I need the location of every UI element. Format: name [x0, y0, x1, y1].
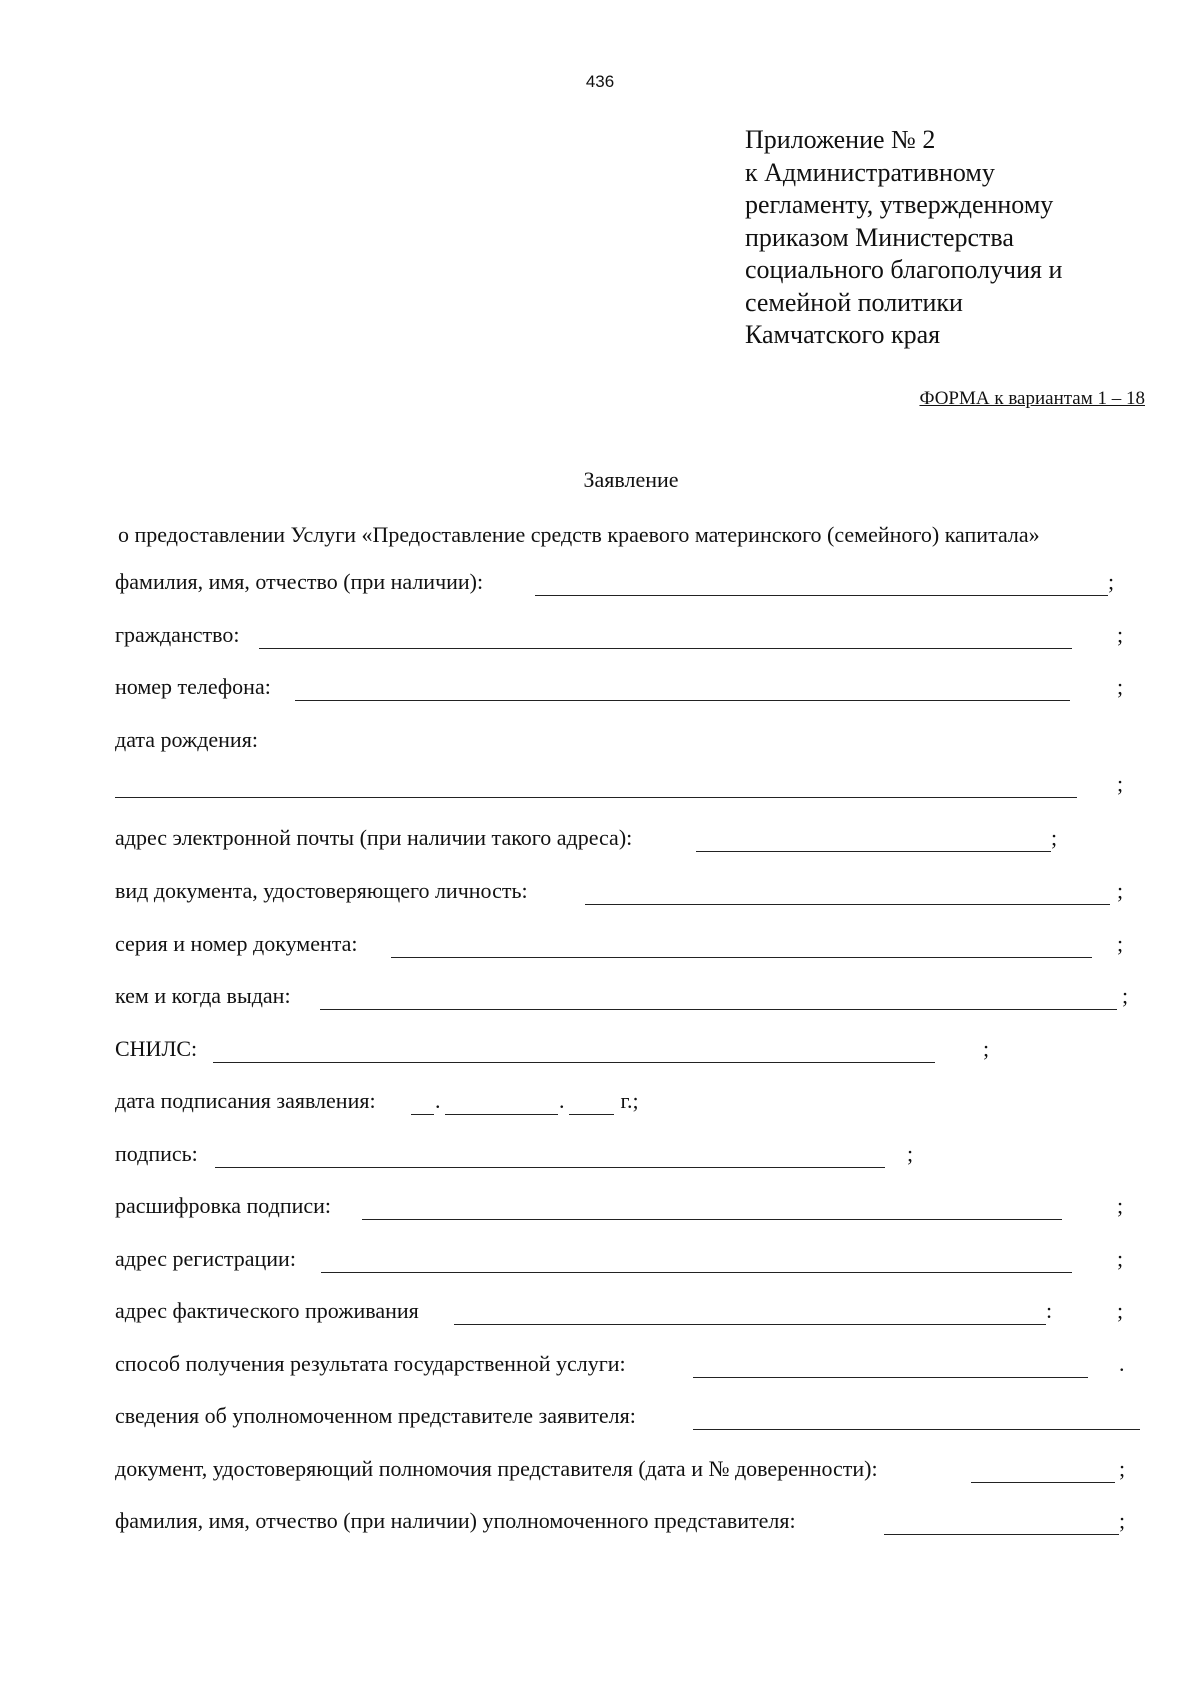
representative-name-input-line[interactable]	[884, 1534, 1119, 1535]
doc-series-number-label: серия и номер документа:	[115, 931, 358, 956]
result-method-end: .	[1119, 1351, 1125, 1376]
snils-end: ;	[983, 1036, 990, 1061]
registration-address-input-line[interactable]	[321, 1272, 1072, 1273]
snils-input-line[interactable]	[213, 1062, 935, 1063]
representative-info-input-line[interactable]	[693, 1429, 1140, 1430]
actual-address-label: адрес фактического проживания	[115, 1298, 419, 1323]
appendix-line: семейной политики	[745, 287, 963, 317]
sign-date-separator: .	[559, 1088, 565, 1113]
actual-address-colon: :	[1046, 1298, 1053, 1323]
id-doc-type-end: ;	[1117, 878, 1124, 903]
email-end: ;	[1051, 825, 1058, 850]
sign-date-day-line[interactable]	[411, 1114, 434, 1115]
citizenship-end: ;	[1117, 622, 1124, 647]
representative-name-end: ;	[1119, 1508, 1126, 1533]
sign-date-year-line[interactable]	[569, 1114, 614, 1115]
birth-date-end: ;	[1117, 771, 1124, 796]
birth-date-input-line[interactable]	[115, 797, 1077, 798]
result-method-input-line[interactable]	[693, 1377, 1088, 1378]
registration-address-end: ;	[1117, 1246, 1124, 1271]
form-variant-label: ФОРМА к вариантам 1 – 18	[919, 388, 1145, 409]
appendix-line: Камчатского края	[745, 320, 941, 349]
doc-series-number-input-line[interactable]	[391, 957, 1092, 958]
email-label: адрес электронной почты (при наличии такого адреса):	[115, 825, 633, 850]
full-name-end: ;	[1108, 569, 1115, 594]
doc-series-number-end: ;	[1117, 931, 1124, 956]
snils-label: СНИЛС:	[115, 1036, 198, 1061]
representative-info-label: сведения об уполномоченном представителе заявителя:	[115, 1403, 636, 1428]
signature-input-line[interactable]	[215, 1167, 885, 1168]
representative-doc-input-line[interactable]	[971, 1482, 1115, 1483]
issued-by-input-line[interactable]	[320, 1009, 1117, 1010]
appendix-line: к Административному	[745, 157, 995, 187]
signature-end: ;	[907, 1141, 914, 1166]
id-doc-type-label: вид документа, удостоверяющего личность:	[115, 878, 528, 903]
phone-end: ;	[1117, 674, 1124, 699]
actual-address-end: ;	[1117, 1298, 1124, 1323]
representative-name-label: фамилия, имя, отчество (при наличии) уполномоченного представителя:	[115, 1508, 796, 1533]
phone-input-line[interactable]	[295, 700, 1070, 701]
appendix-block	[745, 124, 1185, 352]
appendix-line: регламенту, утвержденному	[745, 190, 1054, 219]
citizenship-input-line[interactable]	[259, 648, 1072, 649]
document-title: Заявление	[583, 467, 679, 492]
sign-date-end: г.;	[615, 1088, 639, 1113]
signature-decoding-label: расшифровка подписи:	[115, 1193, 332, 1218]
phone-label: номер телефона:	[115, 674, 271, 699]
email-input-line[interactable]	[696, 851, 1051, 852]
representative-doc-end: ;	[1119, 1456, 1126, 1481]
issued-by-label: кем и когда выдан:	[115, 983, 291, 1008]
birth-date-label: дата рождения:	[115, 727, 258, 752]
sign-date-month-line[interactable]	[445, 1114, 558, 1115]
actual-address-input-line[interactable]	[454, 1324, 1046, 1325]
appendix-line: социального благополучия и	[745, 255, 1063, 284]
appendix-line: Приложение № 2	[745, 125, 936, 154]
document-subtitle: о предоставлении Услуги «Предоставление средств краевого материнского (семейного) капитала»	[118, 522, 1040, 547]
signature-label: подпись:	[115, 1141, 198, 1166]
signature-decoding-input-line[interactable]	[362, 1219, 1062, 1220]
page-number: 436	[585, 72, 615, 91]
sign-date-label: дата подписания заявления:	[115, 1088, 376, 1113]
result-method-label: способ получения результата государственной услуги:	[115, 1351, 626, 1376]
representative-doc-label: документ, удостоверяющий полномочия представителя (дата и № доверенности):	[115, 1456, 878, 1481]
full-name-label: фамилия, имя, отчество (при наличии):	[115, 569, 484, 594]
id-doc-type-input-line[interactable]	[585, 904, 1110, 905]
appendix-line: приказом Министерства	[745, 222, 1014, 252]
citizenship-label: гражданство:	[115, 622, 240, 647]
full-name-input-line[interactable]	[535, 595, 1108, 596]
registration-address-label: адрес регистрации:	[115, 1246, 296, 1271]
sign-date-separator: .	[435, 1088, 441, 1113]
signature-decoding-end: ;	[1117, 1193, 1124, 1218]
issued-by-end: ;	[1122, 983, 1129, 1008]
